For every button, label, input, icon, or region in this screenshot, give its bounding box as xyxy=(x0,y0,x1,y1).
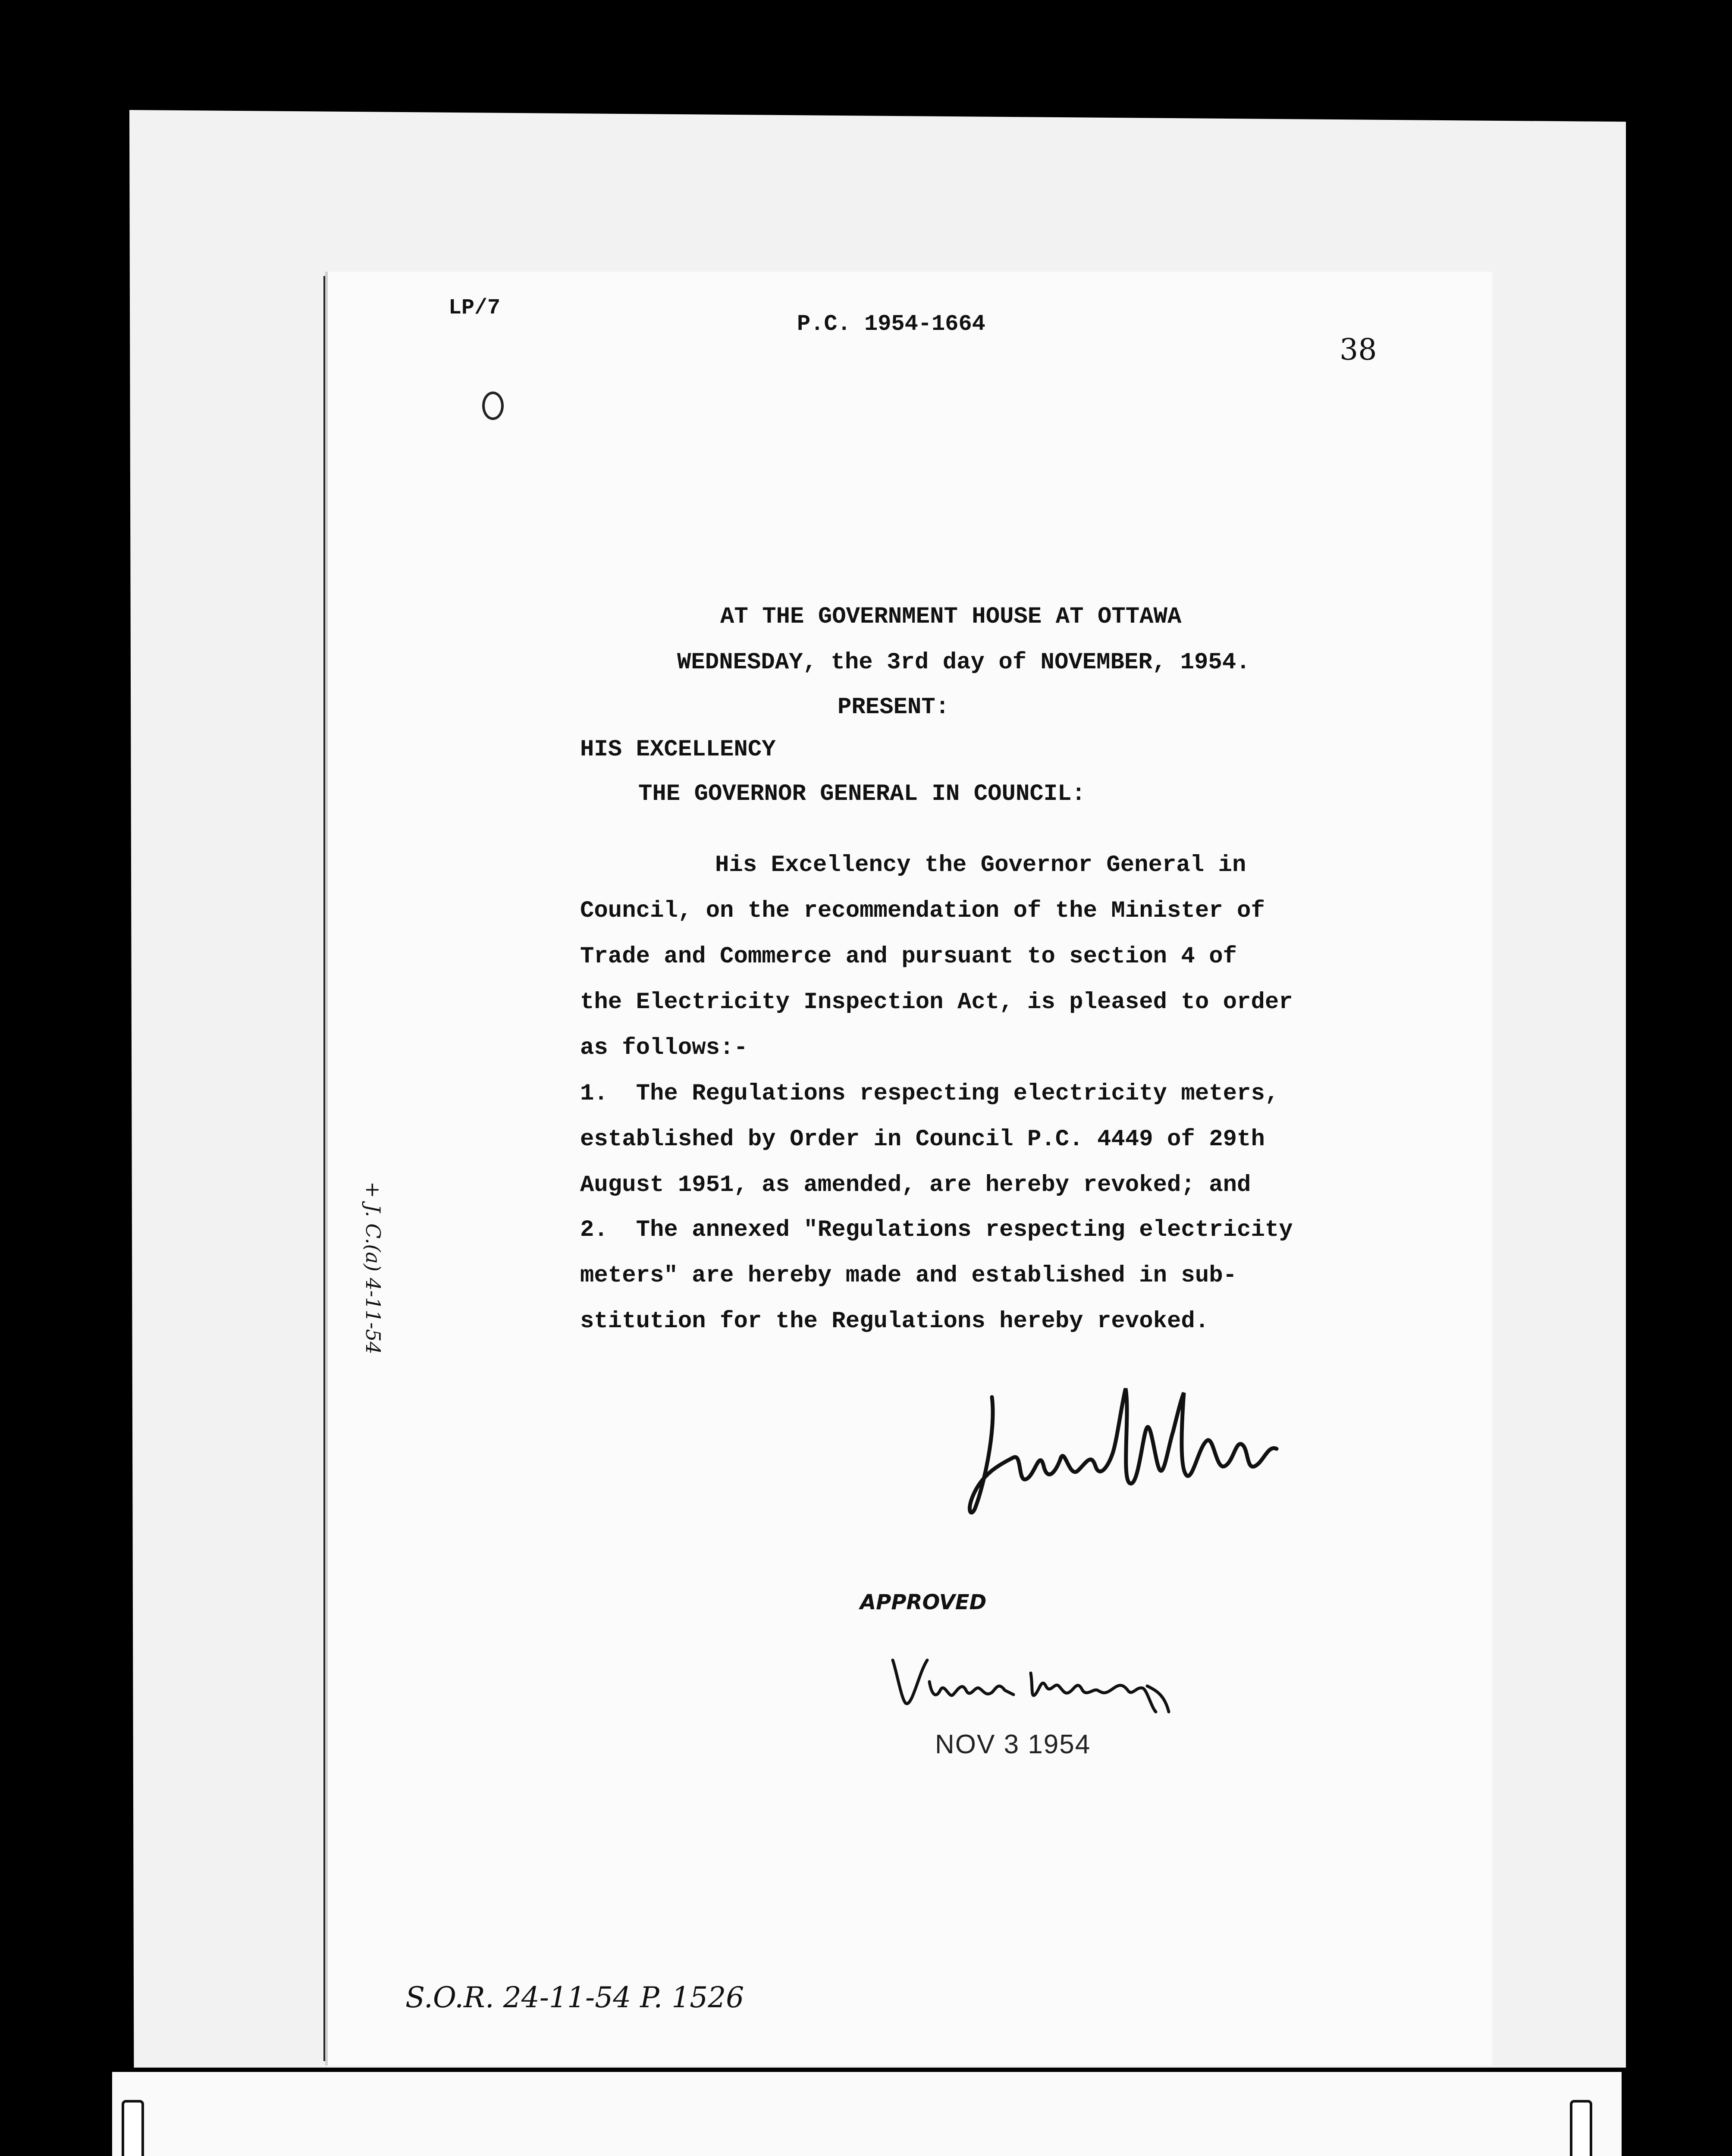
body-line: the Electricity Inspection Act, is pleased to order xyxy=(580,989,1293,1015)
document-sheet xyxy=(328,272,1492,2065)
body-line: 1. The Regulations respecting electricity meters, xyxy=(580,1081,1279,1107)
clerk-signature xyxy=(966,1380,1294,1526)
heading-date: WEDNESDAY, the 3rd day of NOVEMBER, 1954. xyxy=(677,649,1250,676)
governor-signature xyxy=(888,1647,1173,1716)
circle-mark xyxy=(482,392,504,420)
binder-clip-right xyxy=(1570,2100,1592,2156)
body-line: stitution for the Regulations hereby revoked. xyxy=(580,1308,1209,1335)
order-number: P.C. 1954-1664 xyxy=(797,311,985,337)
body-line: as follows:- xyxy=(580,1035,748,1061)
body-line: Trade and Commerce and pursuant to section 4 of xyxy=(580,943,1237,970)
lower-white-band xyxy=(112,2072,1622,2156)
body-line: established by Order in Council P.C. 4449 of 29th xyxy=(580,1126,1265,1153)
reference-code: LP/7 xyxy=(449,296,501,320)
body-line: His Excellency the Governor General in xyxy=(715,852,1246,878)
address-line-1: HIS EXCELLENCY xyxy=(580,736,776,763)
heading-place: AT THE GOVERNMENT HOUSE AT OTTAWA xyxy=(720,604,1182,630)
body-line: meters" are hereby made and established in sub- xyxy=(580,1263,1237,1289)
approved-label: APPROVED xyxy=(860,1590,987,1614)
binder-clip-left xyxy=(122,2100,144,2156)
body-line: August 1951, as amended, are hereby revoked; and xyxy=(580,1172,1251,1198)
address-line-2: THE GOVERNOR GENERAL IN COUNCIL: xyxy=(638,781,1086,807)
margin-handwritten-note: + J. C.(a) 4-11-54 xyxy=(361,1181,385,1354)
body-line: 2. The annexed "Regulations respecting electricity xyxy=(580,1217,1293,1243)
page-number: 38 xyxy=(1340,333,1377,367)
body-line: Council, on the recommendation of the Minister of xyxy=(580,898,1265,924)
sor-handwritten-note: S.O.R. 24-11-54 P. 1526 xyxy=(405,1981,744,2014)
heading-present: PRESENT: xyxy=(838,694,950,721)
approval-date-stamp: NOV 3 1954 xyxy=(935,1730,1091,1759)
